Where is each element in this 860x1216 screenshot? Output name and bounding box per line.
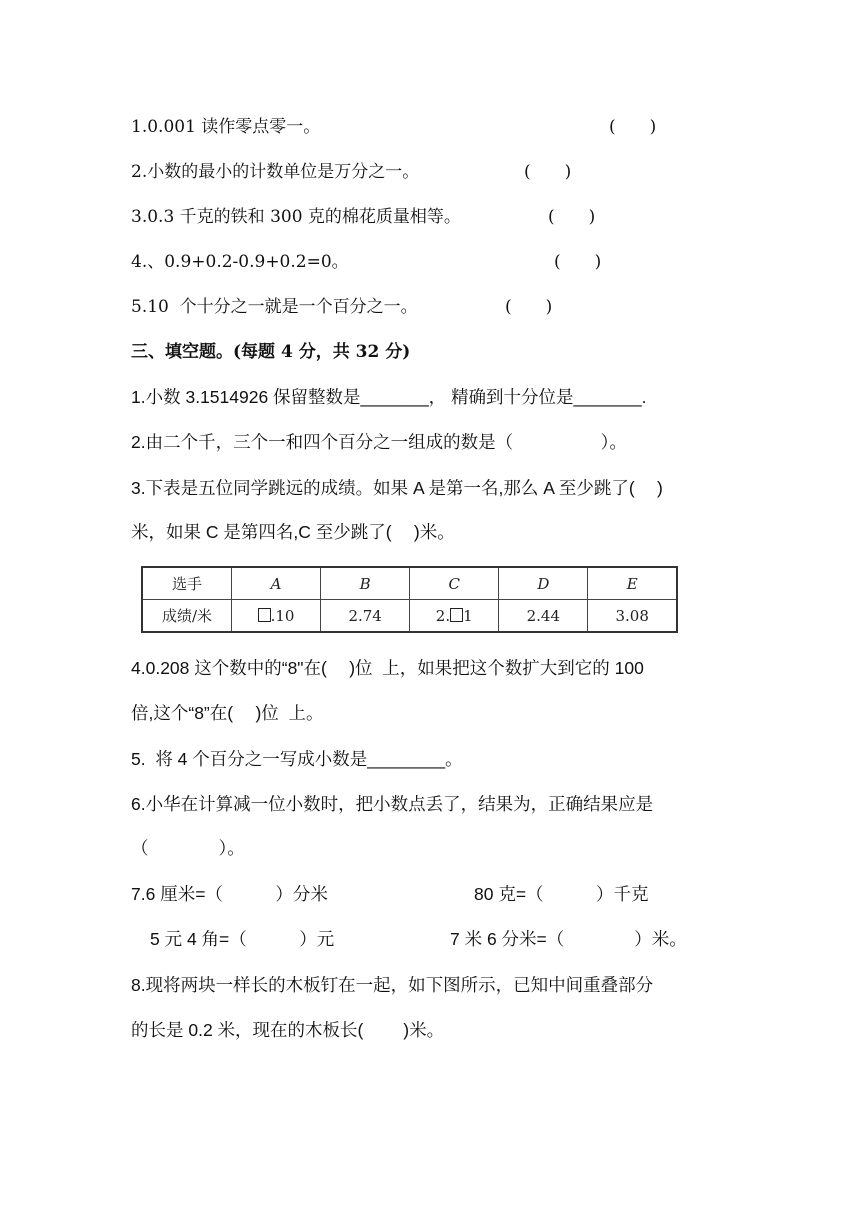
judgement-item-2: 2.小数的最小的计数单位是万分之一。 (131, 162, 420, 182)
fill-question-7b: 80 克=（ ）千克 (474, 884, 649, 904)
table-cell-a (232, 600, 321, 633)
answer-paren-5[interactable]: ( ) (505, 297, 553, 317)
blank-box[interactable] (258, 608, 271, 622)
table-header-cell: B (321, 567, 410, 600)
blank-box[interactable] (450, 608, 463, 622)
table-cell-value: .10 (270, 606, 295, 625)
table-header-cell: C (410, 567, 499, 600)
table-header-cell: E (588, 567, 677, 600)
judgement-item-4: 4.、0.9+0.2-0.9+0.2=0。 (131, 252, 349, 272)
long-jump-score-table (141, 566, 678, 633)
table-header-cell: 选手 (142, 567, 232, 600)
table-row-label: 成绩/米 (142, 600, 232, 633)
table-cell-c (410, 600, 499, 633)
table-cell-prefix: 2. (435, 606, 451, 625)
fill-question-3-line1: 3.下表是五位同学跳远的成绩。如果 A 是第一名,那么 A 至少跳了( ) (131, 478, 663, 498)
table-cell-d: 2.44 (499, 600, 588, 633)
fill-question-7d: 7 米 6 分米=（ ）米。 (450, 929, 687, 949)
judgement-item-1: 1.0.001 读作零点零一。 (131, 117, 321, 137)
fill-question-8-line2: 的长是 0.2 米，现在的木板长( )米。 (131, 1020, 445, 1040)
judgement-item-5: 5.10 个十分之一就是一个百分之一。 (131, 297, 418, 317)
section3-heading: 三、填空题。(每题 4 分，共 32 分) (131, 342, 411, 362)
fill-question-7c: 5 元 4 角=（ ）元 (150, 929, 335, 949)
answer-paren-2[interactable]: ( ) (524, 162, 572, 182)
fill-question-4-line1: 4.0.208 这个数中的“8"在( )位 上，如果把这个数扩大到它的 100 (131, 658, 644, 678)
fill-question-5: 5. 将 4 个百分之一写成小数是________。 (131, 749, 463, 769)
table-header-row (142, 567, 677, 600)
fill-question-8-line1: 8.现将两块一样长的木板钉在一起，如下图所示，已知中间重叠部分 (131, 975, 654, 995)
fill-question-1: 1.小数 3.1514926 保留整数是_______， 精确到十分位是_______. (131, 387, 647, 407)
answer-paren-1[interactable]: ( ) (609, 117, 657, 137)
table-cell-value: 1 (463, 606, 473, 625)
fill-question-4-line2: 倍,这个“8”在( )位 上。 (131, 703, 324, 723)
fill-question-2: 2.由二个千，三个一和四个百分之一组成的数是（ ）。 (131, 432, 627, 452)
table-cell-e: 3.08 (588, 600, 677, 633)
table-header-cell: D (499, 567, 588, 600)
judgement-item-3: 3.0.3 千克的铁和 300 克的棉花质量相等。 (131, 207, 461, 227)
table-row (142, 600, 677, 633)
table-cell-b: 2.74 (321, 600, 410, 633)
table-header-cell: A (232, 567, 321, 600)
answer-paren-3[interactable]: ( ) (548, 207, 596, 227)
fill-question-6-line1: 6.小华在计算减一位小数时，把小数点丢了，结果为，正确结果应是 (131, 794, 654, 814)
answer-paren-4[interactable]: ( ) (554, 252, 602, 272)
fill-question-6-line2: （ ）。 (131, 838, 245, 858)
fill-question-7a: 7.6 厘米=（ ）分米 (131, 884, 328, 904)
fill-question-3-line2: 米，如果 C 是第四名,C 至少跳了( )米。 (131, 522, 455, 542)
